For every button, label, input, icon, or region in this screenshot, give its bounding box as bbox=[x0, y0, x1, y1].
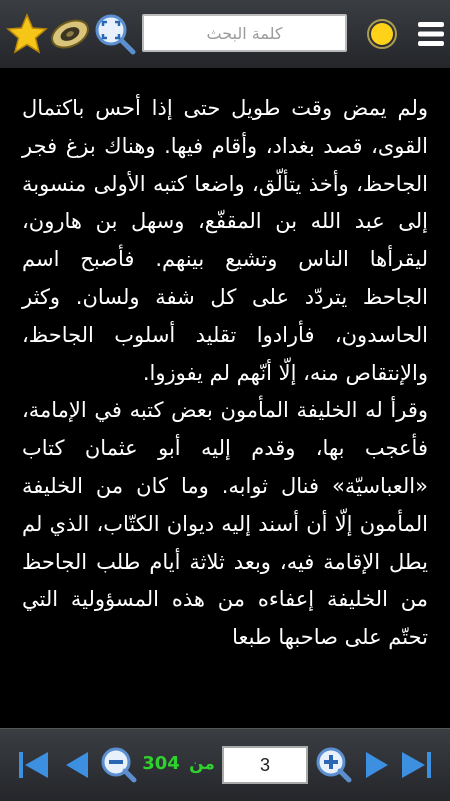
speaker-icon[interactable] bbox=[48, 12, 92, 56]
current-page-input[interactable] bbox=[222, 746, 308, 784]
next-page-icon[interactable] bbox=[358, 747, 394, 783]
top-toolbar bbox=[0, 0, 450, 69]
search-input[interactable] bbox=[142, 14, 347, 52]
zoom-in-icon[interactable] bbox=[314, 745, 352, 783]
total-pages: 304 bbox=[142, 753, 180, 774]
zoom-fit-icon[interactable] bbox=[93, 12, 137, 56]
menu-icon[interactable] bbox=[412, 12, 450, 56]
book-text: ولم يمض وقت طويل حتى إذا أحس باكتمال القوى، قصد بغداد، وأقام فيها. وهناك بزغ فجر الجاحظ، وأخذ يتألّق، واضعا كتبه الأولى منسوبة إلى عبد الله بن المقفّع، وسهل بن هارون، ليقرأها الناس وتشيع بينهم. فأصبح اسم الجاحظ يتردّد على كل شفة ولسان. وكثر الحاسدون، فأرادوا تقليد أسلوب الجاحظ، والإنتقاص منه، إلّا أنّهم لم يفوزوا. وقرأ له الخليفة المأمون بعض كتبه في الإمامة، فأعجب بها، وقدم إليه أبو عثمان كتاب «العباسيّة» فنال ثوابه. وما كان من الخليفة المأمون إلّا أن أسند إليه ديوان الكتّاب، الذي لم يطل الإقامة فيه، وبعد ثلاثة أيام طلب الجاحظ من الخليفة إعفاءه من هذه المسؤولية التي تحتّم على صاحبها طبعا bbox=[22, 96, 428, 650]
bottom-toolbar bbox=[0, 728, 450, 801]
star-icon[interactable] bbox=[5, 12, 49, 56]
zoom-out-icon[interactable] bbox=[99, 745, 137, 783]
first-page-icon[interactable] bbox=[16, 747, 52, 783]
last-page-icon[interactable] bbox=[398, 747, 434, 783]
reading-area[interactable] bbox=[0, 68, 450, 728]
previous-page-icon[interactable] bbox=[60, 747, 96, 783]
brightness-icon[interactable] bbox=[360, 12, 404, 56]
of-label: من bbox=[189, 754, 215, 774]
